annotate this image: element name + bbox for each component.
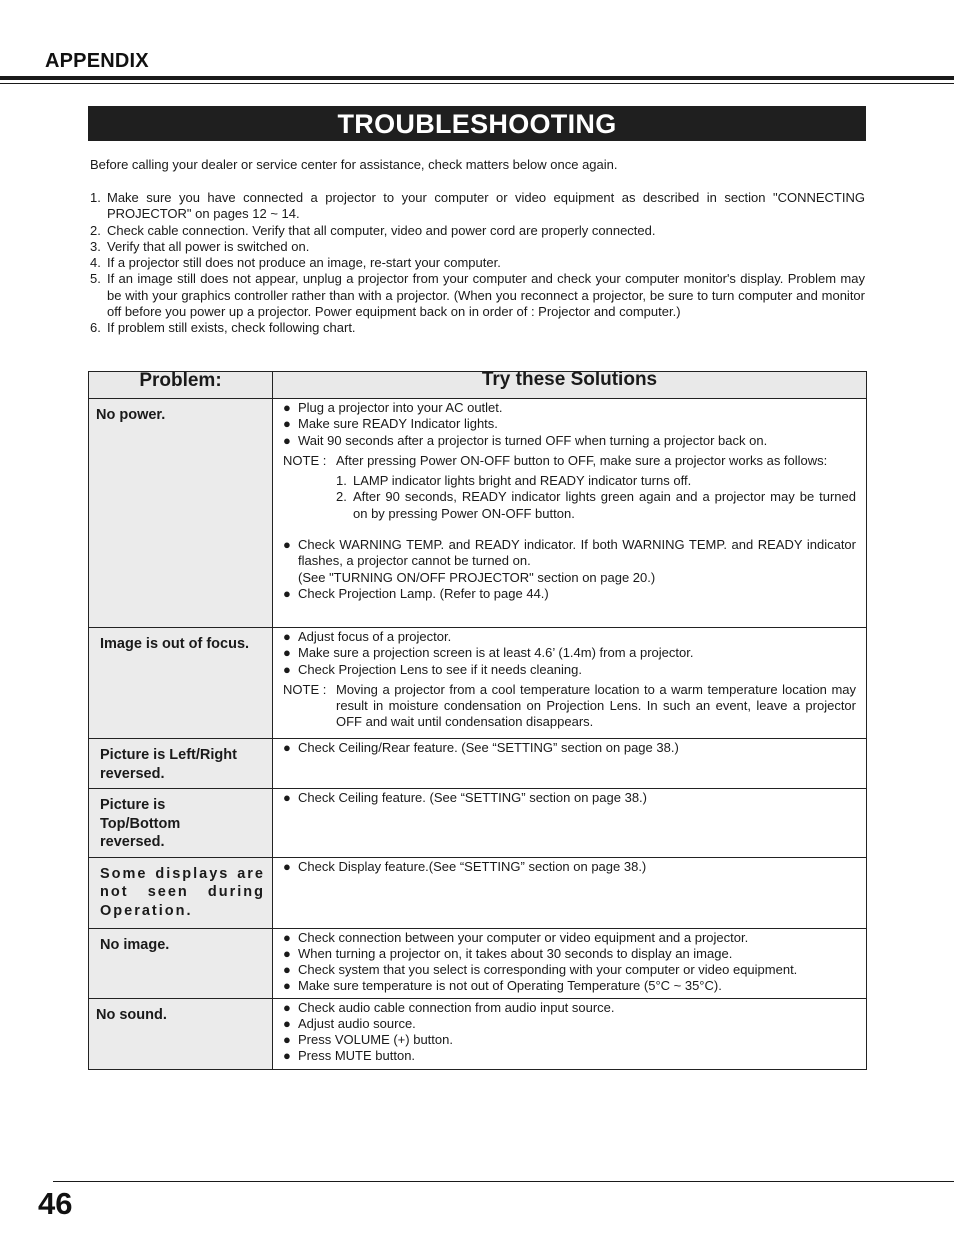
- step-number: 4.: [90, 255, 101, 271]
- step-number: 6.: [90, 320, 101, 336]
- solution-cell: [273, 928, 867, 998]
- note: [283, 453, 856, 469]
- solution-item: [283, 946, 856, 962]
- solution-cell: [273, 998, 867, 1069]
- solution-text: When turning a projector on, it takes about 30 seconds to display an image.: [298, 945, 733, 961]
- problem-text: Image is out of focus.: [100, 636, 250, 652]
- bullet-icon: ●: [283, 585, 291, 601]
- note-item-number: 2.: [336, 489, 347, 505]
- solution-cell: [273, 789, 867, 858]
- note-text: After pressing Power ON-OFF button to OFF, make sure a projector works as follows:: [336, 452, 828, 468]
- problem-column-header: Problem:: [89, 372, 273, 399]
- checklist-item: [90, 320, 865, 336]
- bullet-icon: ●: [283, 962, 291, 978]
- bullet-icon: ●: [283, 645, 291, 661]
- note-item-number: 1.: [336, 473, 347, 489]
- step-number: 5.: [90, 271, 101, 287]
- problem-text: Picture is Left/Right reversed.: [100, 747, 237, 782]
- step-text: Check cable connection. Verify that all computer, video and power cord are properly connected.: [107, 222, 656, 238]
- solution-text: Check Projection Lamp. (Refer to page 44.): [298, 585, 549, 601]
- solution-text: Press VOLUME (+) button.: [298, 1032, 453, 1048]
- step-number: 1.: [90, 190, 101, 205]
- solution-cell: [273, 399, 867, 628]
- step-number: 3.: [90, 238, 101, 254]
- solution-item: [283, 1032, 856, 1048]
- problem-cell: [89, 857, 273, 928]
- note-text: Moving a projector from a cool temperature location to a warm temperature location may result in moisture condensation on Projection Lens. In such an event, leave a projector OFF and wait until condensation disappears.: [336, 681, 856, 730]
- solution-text: Check Projection Lens to see if it needs cleaning.: [298, 661, 583, 677]
- bullet-icon: ●: [283, 740, 291, 755]
- solution-item: [283, 1000, 856, 1016]
- bullet-icon: ●: [283, 537, 291, 553]
- solution-item: [283, 962, 856, 978]
- header-rule-thin: [0, 83, 954, 84]
- solution-item: [283, 416, 856, 432]
- table-row: [89, 857, 867, 928]
- problem-cell: [89, 739, 273, 789]
- header-rule: [0, 76, 954, 80]
- solution-text: Check system that you select is corresponding with your computer or video equipment.: [298, 962, 798, 978]
- bullet-icon: ●: [283, 400, 291, 415]
- note-label: NOTE :: [283, 681, 327, 697]
- solution-reference: (See "TURNING ON/OFF PROJECTOR" section on page 20.): [298, 569, 656, 585]
- checklist-item: [90, 271, 865, 320]
- solution-item: [283, 1048, 856, 1064]
- solution-text: Check audio cable connection from audio input source.: [298, 999, 615, 1015]
- bullet-icon: ●: [283, 1048, 291, 1064]
- solution-text: Plug a projector into your AC outlet.: [298, 400, 503, 415]
- table-header-row: [89, 372, 867, 399]
- step-text: If an image still does not appear, unplug a projector from your computer and check your computer monitor's display. Problem may be with your graphics controller rather than with a projector. (When you reconnect a projector, be sure to turn computer and monitor off before you power up a projector. Power equipment back on in order of : Projector and computer.): [107, 271, 865, 320]
- bullet-icon: ●: [283, 858, 291, 874]
- solution-text: Adjust audio source.: [298, 1015, 416, 1031]
- solution-text: Make sure temperature is not out of Operating Temperature (5°C ~ 35°C).: [298, 978, 722, 994]
- bullet-icon: ●: [283, 929, 291, 945]
- table-row: [89, 928, 867, 998]
- solution-item: [283, 645, 856, 661]
- solutions-column-header: Try these Solutions: [273, 372, 867, 399]
- problem-text: Picture is Top/Bottom reversed.: [100, 797, 181, 850]
- solution-item: [283, 790, 856, 806]
- step-text: Make sure you have connected a projector to your computer or video equipment as described in section "CONNECTING PROJECTOR" on pages 12 ~ 14.: [107, 190, 865, 222]
- solution-text: Make sure a projection screen is at least 4.6’ (1.4m) from a projector.: [298, 645, 694, 661]
- section-label: APPENDIX: [45, 50, 149, 72]
- bullet-icon: ●: [283, 999, 291, 1015]
- step-text: Verify that all power is switched on.: [107, 238, 310, 254]
- solution-text: Press MUTE button.: [298, 1048, 416, 1064]
- solution-text: Check WARNING TEMP. and READY indicator. If both WARNING TEMP. and READY indicator flashes, a projector cannot be turned on.: [298, 537, 856, 569]
- intro-lead: Before calling your dealer or service center for assistance, check matters below once again.: [90, 157, 618, 172]
- solution-cell: [273, 857, 867, 928]
- table-row: [89, 399, 867, 628]
- solution-text: Check connection between your computer or video equipment and a projector.: [298, 929, 749, 945]
- bullet-icon: ●: [283, 416, 291, 432]
- step-text: If problem still exists, check following chart.: [107, 320, 356, 336]
- note-item: [283, 473, 856, 489]
- solution-item: [283, 1016, 856, 1032]
- checklist-item: [90, 239, 865, 255]
- solution-cell: [273, 628, 867, 739]
- solution-item: [283, 978, 856, 994]
- bullet-icon: ●: [283, 629, 291, 644]
- checklist-item: [90, 255, 865, 271]
- bullet-icon: ●: [283, 1032, 291, 1048]
- solution-text: Make sure READY Indicator lights.: [298, 416, 498, 432]
- note-item-text: LAMP indicator lights bright and READY indicator turns off.: [353, 473, 692, 489]
- bullet-icon: ●: [283, 661, 291, 677]
- solution-text: Adjust focus of a projector.: [298, 629, 452, 644]
- solution-text: Check Ceiling/Rear feature. (See “SETTING” section on page 38.): [298, 740, 679, 755]
- problem-text: No sound.: [96, 1006, 167, 1023]
- problem-cell: [89, 628, 273, 739]
- problem-cell: [89, 928, 273, 998]
- problem-cell: [89, 399, 273, 628]
- problem-text: Some displays are not seen during Operation.: [100, 865, 265, 919]
- troubleshooting-table: [88, 371, 867, 1070]
- bullet-icon: ●: [283, 432, 291, 448]
- checklist: [90, 190, 865, 337]
- solution-cell: [273, 739, 867, 789]
- page-number: 46: [38, 1186, 73, 1221]
- solution-text: Check Display feature.(See “SETTING” section on page 38.): [298, 858, 647, 874]
- problem-text: No power.: [96, 407, 166, 423]
- note-item: [283, 489, 856, 522]
- solution-text: Wait 90 seconds after a projector is turned OFF when turning a projector back on.: [298, 432, 768, 448]
- solution-item: [283, 586, 856, 602]
- step-number: 2.: [90, 222, 101, 238]
- solution-item: [283, 662, 856, 678]
- footer-rule: [53, 1181, 954, 1182]
- bullet-icon: ●: [283, 978, 291, 994]
- problem-cell: [89, 789, 273, 858]
- note-item-text: After 90 seconds, READY indicator lights green again and a projector may be turned on by pressing Power ON-OFF button.: [353, 489, 856, 521]
- solution-item: [283, 400, 856, 416]
- checklist-item: [90, 190, 865, 223]
- page-title: TROUBLESHOOTING: [88, 106, 866, 141]
- table-row: [89, 628, 867, 739]
- checklist-item: [90, 223, 865, 239]
- table-row: [89, 789, 867, 858]
- solution-item: [283, 433, 856, 449]
- table-row: [89, 998, 867, 1069]
- problem-text: No image.: [100, 936, 170, 953]
- solution-item: [283, 859, 856, 875]
- solution-item: [283, 537, 856, 586]
- note: [283, 682, 856, 731]
- bullet-icon: ●: [283, 790, 291, 805]
- table-row: [89, 739, 867, 789]
- solution-item: [283, 930, 856, 946]
- solution-item: [283, 740, 856, 756]
- step-text: If a projector still does not produce an image, re-start your computer.: [107, 255, 501, 271]
- note-label: NOTE :: [283, 452, 327, 468]
- solution-item: [283, 629, 856, 645]
- solution-text: Check Ceiling feature. (See “SETTING” section on page 38.): [298, 790, 647, 805]
- problem-cell: [89, 998, 273, 1069]
- bullet-icon: ●: [283, 945, 291, 961]
- bullet-icon: ●: [283, 1015, 291, 1031]
